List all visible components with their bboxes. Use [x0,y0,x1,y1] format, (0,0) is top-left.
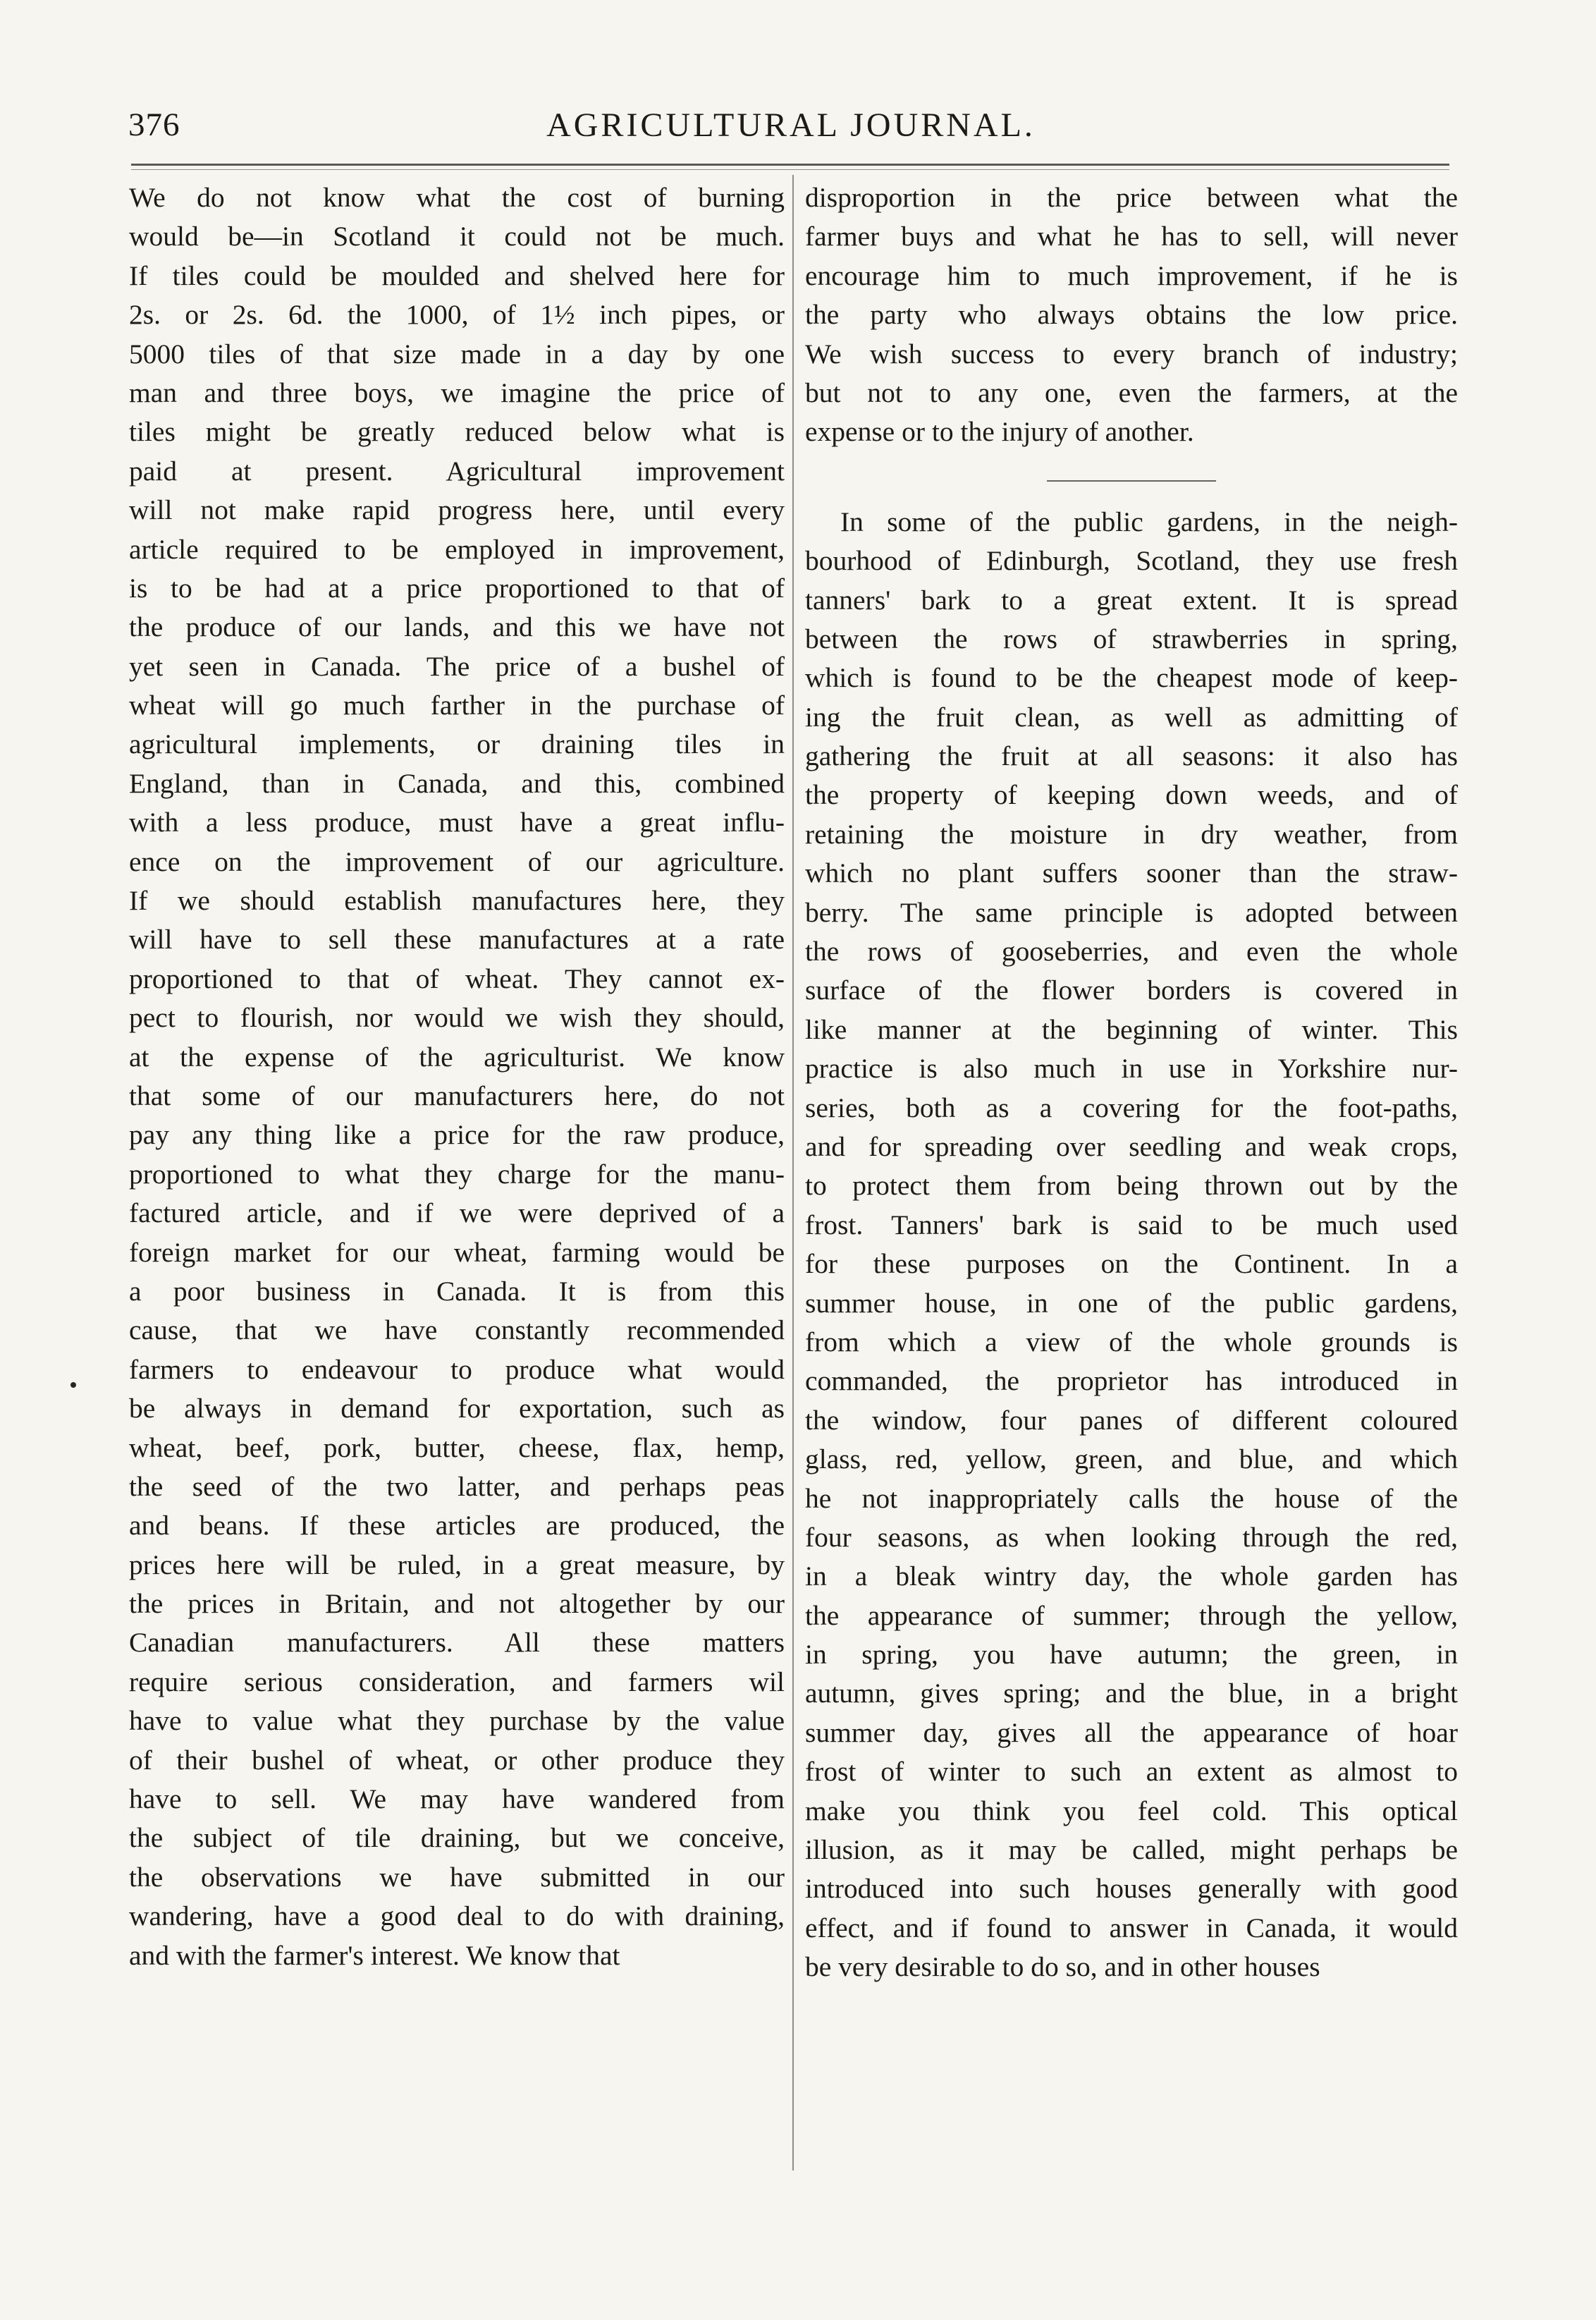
text-line: the subject of tile draining, but we conceive, [129,1822,785,1854]
text-line: the property of keeping down weeds, and of [805,779,1458,811]
text-line: autumn, gives spring; and the blue, in a bright [805,1678,1458,1709]
text-line: surface of the flower borders is covered in [805,975,1458,1006]
text-line: If we should establish manufactures here, they [129,885,785,917]
text-line: the observations we have submitted in our [129,1861,785,1893]
text-line: 2s. or 2s. 6d. the 1000, of 1½ inch pipes, or [129,299,785,331]
text-line: ence on the improvement of our agriculture. [129,845,785,877]
text-line: We wish success to every branch of industry; [805,338,1458,370]
text-line: and beans. If these articles are produced, the [129,1510,785,1541]
text-line: frost of winter to such an extent as almost to [805,1756,1458,1788]
text-line: introduced into such houses generally with good [805,1873,1458,1905]
text-line: between the rows of strawberries in spring, [805,623,1458,654]
text-line: farmer buys and what he has to sell, will never [805,221,1458,252]
text-line: would be—in Scotland it could not be much. [129,221,785,252]
text-line: 5000 tiles of that size made in a day by one [129,338,785,370]
text-line: to protect them from being thrown out by the [805,1170,1458,1202]
text-line: prices here will be ruled, in a great measure, by [129,1549,785,1580]
text-line: the rows of gooseberries, and even the whole [805,936,1458,967]
page-number: 376 [128,106,180,143]
text-line: yet seen in Canada. The price of a bushel of [129,650,785,682]
text-line: require serious consideration, and farmers wil [129,1666,785,1697]
text-line: from which a view of the whole grounds is [805,1326,1458,1357]
text-line: like manner at the beginning of winter. This [805,1013,1458,1045]
text-line: is to be had at a price proportioned to that of [129,572,785,604]
text-line: he not inappropriately calls the house of the [805,1482,1458,1514]
text-line: wandering, have a good deal to do with draining, [129,1900,785,1932]
text-line: have to value what they purchase by the value [129,1705,785,1737]
left-column-paragraph [129,178,785,1975]
header-rule [131,164,1449,166]
right-column [805,178,1458,1987]
text-line: which no plant suffers sooner than the straw- [805,857,1458,889]
text-line: In some of the public gardens, in the neigh- [840,506,1458,537]
text-line: article required to be employed in improvement, [129,533,785,565]
text-line: and with the farmer's interest. We know that [129,1939,620,1971]
text-line: but not to any one, even the farmers, at the [805,377,1458,408]
text-line: and for spreading over seedling and weak crops, [805,1130,1458,1162]
text-line: agricultural implements, or draining tiles in [129,728,785,760]
text-line: have to sell. We may have wandered from [129,1783,785,1815]
text-line: practice is also much in use in Yorkshire nur- [805,1053,1458,1085]
running-title: AGRICULTURAL JOURNAL. [546,106,1036,144]
text-line: four seasons, as when looking through the red, [805,1521,1458,1553]
text-line: proportioned to what they charge for the manu- [129,1158,785,1190]
text-line: make you think you feel cold. This optical [805,1795,1458,1826]
text-line: pay any thing like a price for the raw produce, [129,1119,785,1151]
text-line: effect, and if found to answer in Canada, it would [805,1912,1458,1943]
text-line: of their bushel of wheat, or other produce they [129,1744,785,1776]
text-line: in spring, you have autumn; the green, in [805,1639,1458,1671]
text-line: tiles might be greatly reduced below what is [129,416,785,448]
text-line: proportioned to that of wheat. They cannot ex- [129,963,785,994]
text-line: wheat will go much farther in the purchase of [129,690,785,721]
column-divider [792,175,794,2171]
text-line: with a less produce, must have a great influ- [129,807,785,838]
text-line: expense or to the injury of another. [805,416,1194,448]
text-line: illusion, as it may be called, might perhaps be [805,1834,1458,1866]
page-header [128,106,1454,155]
text-line: paid at present. Agricultural improvement [129,455,785,487]
text-line: series, both as a covering for the foot-paths, [805,1092,1458,1123]
text-line: berry. The same principle is adopted between [805,896,1458,928]
text-line: for these purposes on the Continent. In a [805,1248,1458,1280]
margin-ink-dot [70,1382,76,1388]
header-rule-thin [131,169,1449,170]
text-line: pect to flourish, nor would we wish they should, [129,1002,785,1034]
text-line: retaining the moisture in dry weather, from [805,818,1458,850]
text-line: be very desirable to do so, and in other houses [805,1951,1320,1983]
text-line: ing the fruit clean, as well as admitting of [805,701,1458,733]
text-line: at the expense of the agriculturist. We know [129,1041,785,1073]
text-line: wheat, beef, pork, butter, cheese, flax, hemp, [129,1431,785,1463]
text-line: the produce of our lands, and this we have not [129,611,785,643]
left-column [129,178,785,1975]
text-line: factured article, and if we were deprived of a [129,1197,785,1229]
right-column-paragraph-2 [805,503,1458,1987]
text-line: that some of our manufacturers here, do not [129,1080,785,1111]
text-line: the prices in Britain, and not altogether by our [129,1588,785,1620]
text-line: be always in demand for exportation, such as [129,1393,785,1424]
text-line: farmers to endeavour to produce what would [129,1353,785,1385]
text-line: the appearance of summer; through the yellow, [805,1599,1458,1631]
text-line: in a bleak wintry day, the whole garden has [805,1561,1458,1592]
text-line: encourage him to much improvement, if he is [805,260,1458,291]
text-line: tanners' bark to a great extent. It is spread [805,584,1458,616]
text-line: cause, that we have constantly recommended [129,1314,785,1346]
text-line: summer house, in one of the public gardens, [805,1287,1458,1319]
text-line: frost. Tanners' bark is said to be much used [805,1209,1458,1240]
text-line: disproportion in the price between what the [805,182,1458,213]
text-line: the seed of the two latter, and perhaps peas [129,1470,785,1502]
text-line: England, than in Canada, and this, combined [129,767,785,799]
text-line: Canadian manufacturers. All these matters [129,1627,785,1659]
text-line: We do not know what the cost of burning [129,182,785,213]
text-line: the window, four panes of different coloured [805,1404,1458,1436]
text-line: foreign market for our wheat, farming would be [129,1236,785,1268]
right-column-paragraph-1 [805,178,1458,452]
text-line: which is found to be the cheapest mode of keep- [805,662,1458,694]
text-line: man and three boys, we imagine the price of [129,377,785,408]
text-line: gathering the fruit at all seasons: it also has [805,740,1458,772]
text-line: glass, red, yellow, green, and blue, and which [805,1443,1458,1475]
text-line: summer day, gives all the appearance of hoar [805,1716,1458,1748]
text-line: a poor business in Canada. It is from this [129,1275,785,1307]
text-line: commanded, the proprietor has introduced in [805,1365,1458,1397]
text-line: will not make rapid progress here, until every [129,494,785,526]
text-line: bourhood of Edinburgh, Scotland, they use fresh [805,545,1458,577]
text-line: If tiles could be moulded and shelved here for [129,260,785,291]
text-line: will have to sell these manufactures at a rate [129,924,785,956]
text-line: the party who always obtains the low price. [805,299,1458,331]
section-divider-rule [1047,480,1216,482]
